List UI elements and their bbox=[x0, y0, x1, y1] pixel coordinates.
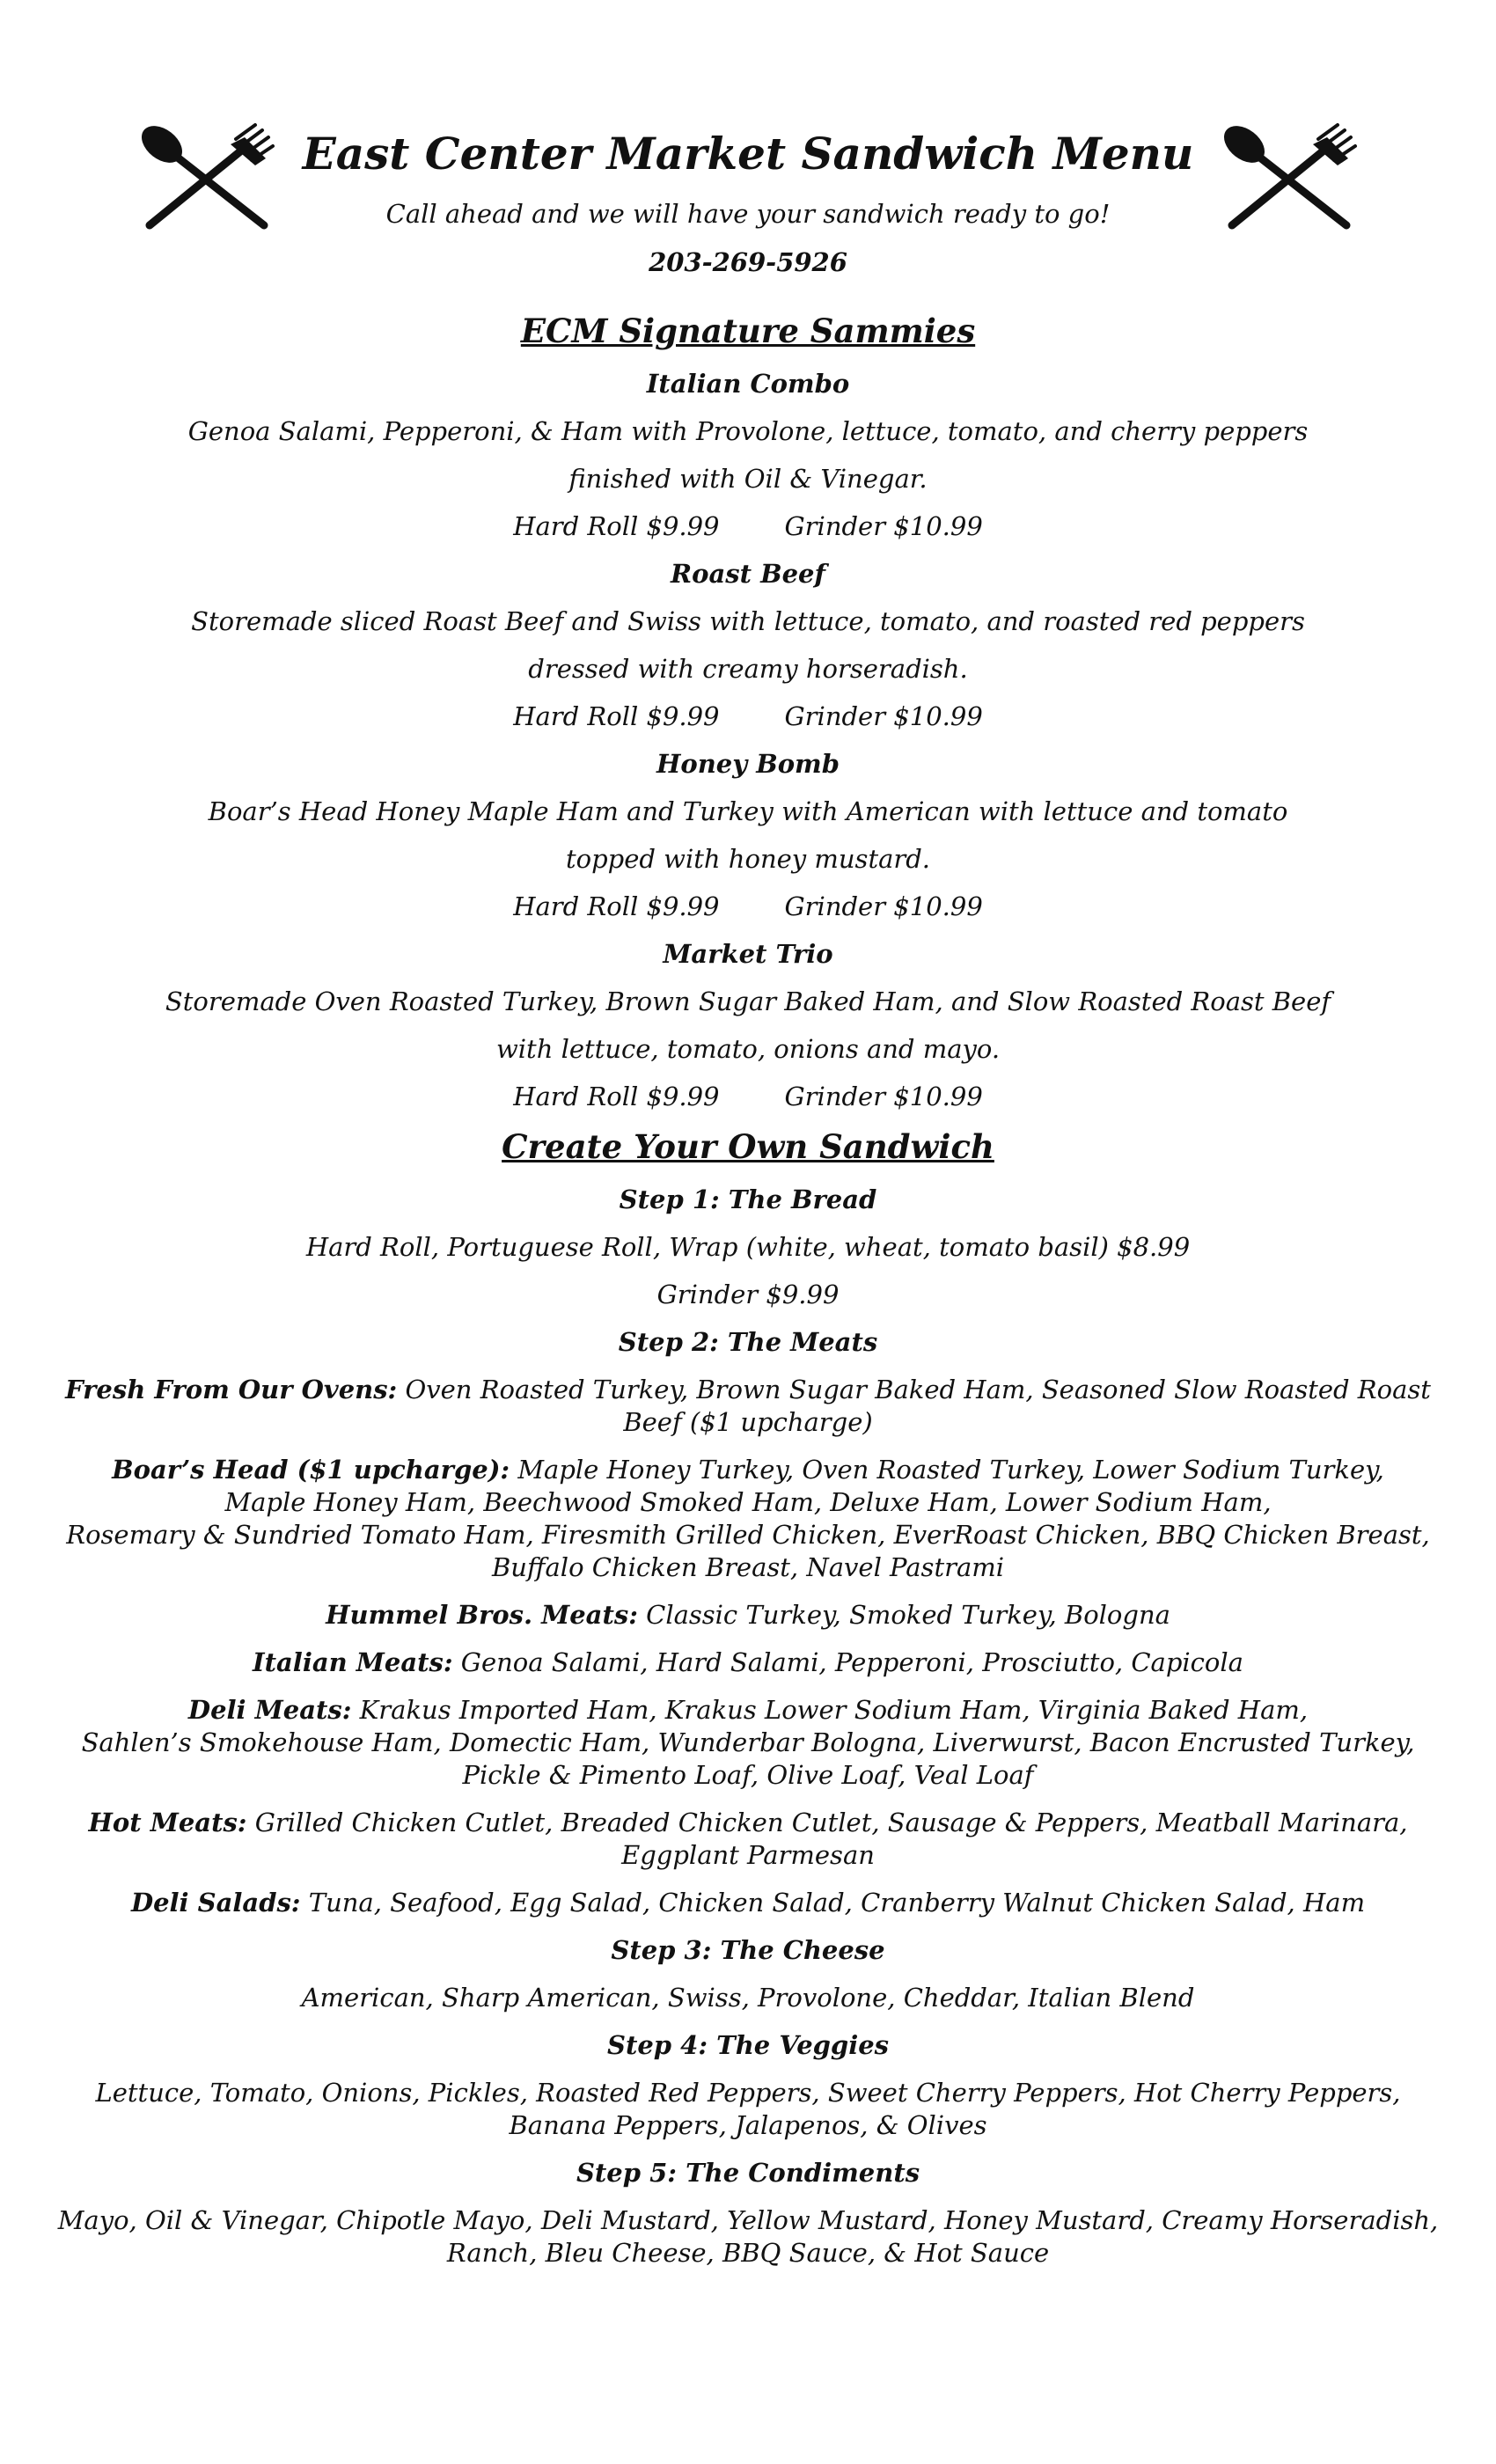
step-title: Step 2: The Meats bbox=[618, 1327, 878, 1357]
item-prices bbox=[53, 891, 1443, 923]
meat-group-text: Beef ($1 upcharge) bbox=[623, 1407, 873, 1437]
item-description: dressed with creamy horseradish. bbox=[528, 654, 968, 684]
meat-group-label: Hummel Bros. Meats: bbox=[326, 1600, 638, 1630]
hard-roll-price: Hard Roll $9.99 bbox=[513, 891, 720, 921]
create-heading: Create Your Own Sandwich bbox=[502, 1127, 994, 1166]
meat-group-text: Maple Honey Ham, Beechwood Smoked Ham, Deluxe Ham, Lower Sodium Ham, bbox=[224, 1487, 1272, 1517]
meat-group-label: Boar’s Head ($1 upcharge): bbox=[112, 1455, 510, 1485]
step-line: Ranch, Bleu Cheese, BBQ Sauce, & Hot Sauce bbox=[446, 2238, 1050, 2268]
grinder-price: Grinder $10.99 bbox=[784, 701, 983, 731]
meat-group-text: Genoa Salami, Hard Salami, Pepperoni, Prosciutto, Capicola bbox=[452, 1647, 1243, 1677]
item-name: Market Trio bbox=[663, 939, 833, 969]
step-title: Step 5: The Condiments bbox=[576, 2158, 920, 2188]
item-description: finished with Oil & Vinegar. bbox=[568, 464, 928, 494]
phone-number: 203-269-5926 bbox=[649, 247, 847, 277]
grinder-price: Grinder $10.99 bbox=[784, 1082, 983, 1111]
meat-group-text: Rosemary & Sundried Tomato Ham, Firesmith Grilled Chicken, EverRoast Chicken, BBQ Chicken Breast, bbox=[66, 1520, 1430, 1550]
item-prices bbox=[53, 1081, 1443, 1113]
meat-group-text: Maple Honey Turkey, Oven Roasted Turkey, Lower Sodium Turkey, bbox=[510, 1455, 1384, 1485]
meat-group-label: Fresh From Our Ovens: bbox=[65, 1375, 398, 1404]
grinder-price: Grinder $10.99 bbox=[784, 511, 983, 541]
meat-group-text: Grilled Chicken Cutlet, Breaded Chicken Cutlet, Sausage & Peppers, Meatball Marinara, bbox=[246, 1808, 1408, 1837]
meat-group-label: Deli Salads: bbox=[130, 1888, 301, 1918]
step-line: Mayo, Oil & Vinegar, Chipotle Mayo, Deli Mustard, Yellow Mustard, Honey Mustard, Creamy Horseradish, bbox=[57, 2205, 1439, 2235]
item-description: topped with honey mustard. bbox=[565, 844, 931, 874]
meat-group bbox=[53, 1599, 1443, 1632]
item-prices bbox=[53, 700, 1443, 733]
meat-group-text: Pickle & Pimento Loaf, Olive Loaf, Veal Loaf bbox=[462, 1760, 1034, 1790]
step-line: Grinder $9.99 bbox=[656, 1280, 840, 1309]
meat-group-text: Buffalo Chicken Breast, Navel Pastrami bbox=[491, 1552, 1005, 1582]
tagline: Call ahead and we will have your sandwich ready to go! bbox=[385, 199, 1111, 229]
step-line: Lettuce, Tomato, Onions, Pickles, Roasted Red Peppers, Sweet Cherry Peppers, Hot Cherry Peppers, bbox=[95, 2078, 1401, 2108]
step-title: Step 4: The Veggies bbox=[607, 2030, 889, 2060]
item-description: Storemade sliced Roast Beef and Swiss with lettuce, tomato, and roasted red peppers bbox=[191, 606, 1305, 636]
step-title: Step 1: The Bread bbox=[619, 1184, 877, 1214]
meat-group-text: Eggplant Parmesan bbox=[621, 1840, 875, 1870]
item-description: Genoa Salami, Pepperoni, & Ham with Provolone, lettuce, tomato, and cherry peppers bbox=[187, 416, 1309, 446]
meat-group-label: Hot Meats: bbox=[88, 1808, 247, 1837]
item-name: Roast Beef bbox=[671, 559, 825, 589]
step-title: Step 3: The Cheese bbox=[611, 1935, 885, 1965]
meat-group bbox=[53, 1694, 1443, 1727]
item-name: Honey Bomb bbox=[656, 749, 840, 779]
hard-roll-price: Hard Roll $9.99 bbox=[513, 701, 720, 731]
meat-group bbox=[53, 1454, 1443, 1486]
item-description: with lettuce, tomato, onions and mayo. bbox=[495, 1034, 1001, 1064]
meat-group-text: Sahlen’s Smokehouse Ham, Domectic Ham, Wunderbar Bologna, Liverwurst, Bacon Encrusted Turkey, bbox=[81, 1727, 1415, 1757]
step-line: Banana Peppers, Jalapenos, & Olives bbox=[509, 2110, 987, 2140]
page-title: East Center Market Sandwich Menu bbox=[302, 128, 1194, 180]
meat-group-text: Classic Turkey, Smoked Turkey, Bologna bbox=[637, 1600, 1170, 1630]
meat-group bbox=[53, 1646, 1443, 1679]
meat-group bbox=[53, 1807, 1443, 1839]
meat-group-text: Krakus Imported Ham, Krakus Lower Sodium Ham, Virginia Baked Ham, bbox=[351, 1695, 1309, 1725]
hard-roll-price: Hard Roll $9.99 bbox=[513, 511, 720, 541]
meat-group-text: Oven Roasted Turkey, Brown Sugar Baked Ham, Seasoned Slow Roasted Roast bbox=[397, 1375, 1431, 1404]
step-line: American, Sharp American, Swiss, Provolone, Cheddar, Italian Blend bbox=[301, 1983, 1195, 2013]
signature-heading: ECM Signature Sammies bbox=[520, 312, 976, 350]
meat-group-label: Deli Meats: bbox=[187, 1695, 352, 1725]
hard-roll-price: Hard Roll $9.99 bbox=[513, 1082, 720, 1111]
item-name: Italian Combo bbox=[646, 369, 850, 399]
meat-group-text: Tuna, Seafood, Egg Salad, Chicken Salad, Cranberry Walnut Chicken Salad, Ham bbox=[300, 1888, 1366, 1918]
grinder-price: Grinder $10.99 bbox=[784, 891, 983, 921]
item-description: Storemade Oven Roasted Turkey, Brown Sugar Baked Ham, and Slow Roasted Roast Beef bbox=[165, 986, 1331, 1016]
meat-group-label: Italian Meats: bbox=[253, 1647, 453, 1677]
meat-group bbox=[53, 1374, 1443, 1406]
item-description: Boar’s Head Honey Maple Ham and Turkey with American with lettuce and tomato bbox=[208, 796, 1288, 826]
meat-group bbox=[53, 1887, 1443, 1919]
step-line: Hard Roll, Portuguese Roll, Wrap (white, wheat, tomato basil) $8.99 bbox=[305, 1232, 1191, 1262]
item-prices bbox=[53, 510, 1443, 543]
